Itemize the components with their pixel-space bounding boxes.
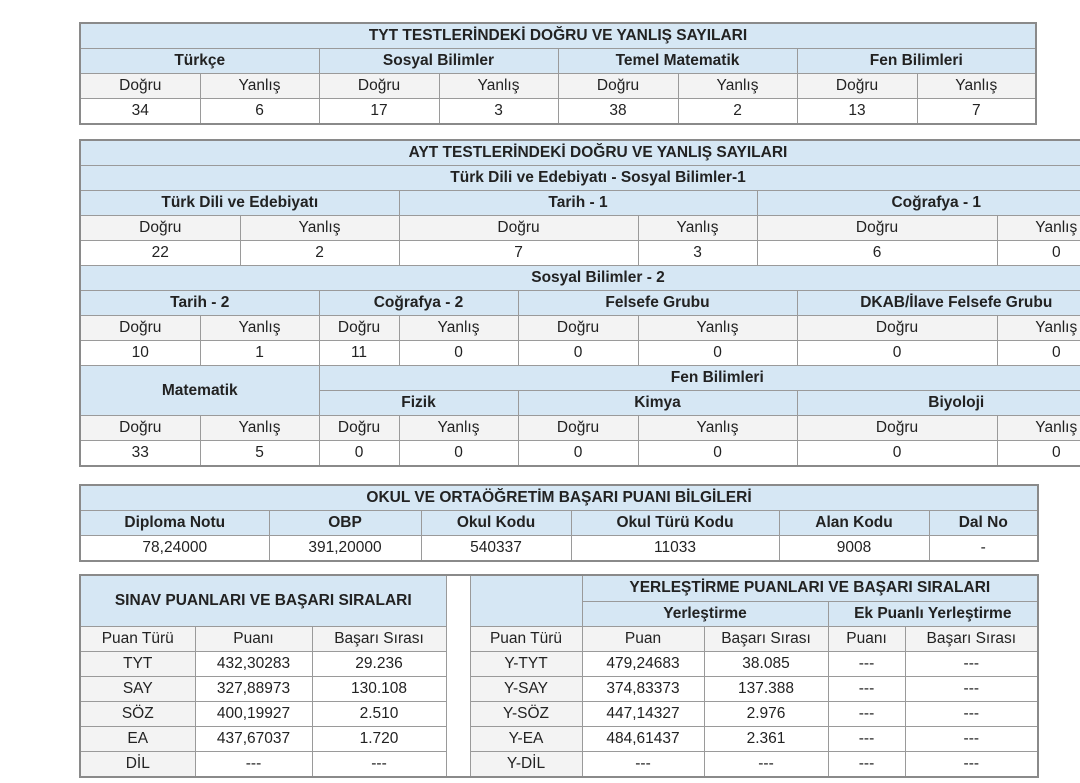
label-dogru: Doğru: [797, 416, 997, 441]
yer-row-score: 479,24683: [582, 652, 704, 677]
tyt-value: 2: [678, 99, 797, 125]
tyt-title: TYT TESTLERİNDEKİ DOĞRU VE YANLIŞ SAYILARI: [80, 23, 1036, 49]
tyt-value: 3: [439, 99, 558, 125]
okul-value: 9008: [779, 536, 929, 562]
yer-row-rank: 2.361: [704, 727, 828, 752]
ek-row-rank: ---: [905, 677, 1038, 702]
ek-row-score: ---: [828, 727, 905, 752]
ek-row-score: ---: [828, 677, 905, 702]
sinav-row-type: EA: [80, 727, 195, 752]
ayt-value: 6: [757, 241, 997, 266]
ayt-value: 7: [399, 241, 638, 266]
okul-value: 78,24000: [80, 536, 269, 562]
ayt-value: 11: [319, 341, 399, 366]
okul-value: 391,20000: [269, 536, 421, 562]
sinav-row-type: SÖZ: [80, 702, 195, 727]
sinav-row-score: 327,88973: [195, 677, 312, 702]
label-yanlis: Yanlış: [997, 216, 1080, 241]
ayt-value: 2: [240, 241, 399, 266]
sinav-row-score: ---: [195, 752, 312, 778]
ayt-subject-cografya2: Coğrafya - 2: [319, 291, 518, 316]
yer-col-puan: Puan: [582, 627, 704, 652]
ayt-value: 0: [997, 341, 1080, 366]
okul-value: 11033: [571, 536, 779, 562]
okul-title: OKUL VE ORTAÖĞRETİM BAŞARI PUANI BİLGİLERİ: [80, 485, 1038, 511]
ayt-value: 0: [997, 241, 1080, 266]
sinav-col-puan-turu: Puan Türü: [80, 627, 195, 652]
label-dogru: Doğru: [80, 74, 200, 99]
label-dogru: Doğru: [399, 216, 638, 241]
label-dogru: Doğru: [319, 416, 399, 441]
sinav-row-rank: 1.720: [312, 727, 446, 752]
ayt-group2-title: Sosyal Bilimler - 2: [80, 266, 1080, 291]
ayt-subject-kimya: Kimya: [518, 391, 797, 416]
label-dogru: Doğru: [797, 316, 997, 341]
label-dogru: Doğru: [80, 216, 240, 241]
ayt-value: 0: [319, 441, 399, 467]
header-okul-kodu: Okul Kodu: [421, 511, 571, 536]
tyt-table: [79, 22, 1037, 125]
ayt-group1-title: Türk Dili ve Edebiyatı - Sosyal Bilimler-1: [80, 166, 1080, 191]
sinav-row-score: 400,19927: [195, 702, 312, 727]
header-alan-kodu: Alan Kodu: [779, 511, 929, 536]
ayt-value: 0: [518, 341, 638, 366]
yer-col-basari-sirasi: Başarı Sırası: [704, 627, 828, 652]
sinav-row-type: TYT: [80, 652, 195, 677]
ayt-subject-fizik: Fizik: [319, 391, 518, 416]
ayt-value: 0: [797, 341, 997, 366]
yer-row-score: ---: [582, 752, 704, 778]
table-gap: [446, 752, 470, 778]
puan-table: [79, 574, 1039, 778]
ek-row-rank: ---: [905, 652, 1038, 677]
sinav-col-puani: Puanı: [195, 627, 312, 652]
label-dogru: Doğru: [518, 316, 638, 341]
ayt-value: 0: [638, 441, 797, 467]
label-yanlis: Yanlış: [638, 416, 797, 441]
ayt-value: 10: [80, 341, 200, 366]
ayt-value: 33: [80, 441, 200, 467]
yer-row-score: 374,83373: [582, 677, 704, 702]
ayt-subject-dkab: DKAB/İlave Felsefe Grubu: [797, 291, 1080, 316]
label-yanlis: Yanlış: [399, 416, 518, 441]
label-dogru: Doğru: [319, 74, 439, 99]
ayt-subject-felsefe: Felsefe Grubu: [518, 291, 797, 316]
yer-row-type: Y-TYT: [470, 652, 582, 677]
table-gap: [446, 575, 470, 752]
label-dogru: Doğru: [518, 416, 638, 441]
ek-puanli-sub-title: Ek Puanlı Yerleştirme: [828, 601, 1038, 627]
label-yanlis: Yanlış: [200, 416, 319, 441]
label-dogru: Doğru: [80, 416, 200, 441]
yer-row-rank: ---: [704, 752, 828, 778]
yer-col-puan-turu: Puan Türü: [470, 627, 582, 652]
yer-row-type: Y-SAY: [470, 677, 582, 702]
yer-row-score: 484,61437: [582, 727, 704, 752]
ayt-fen-title: Fen Bilimleri: [319, 366, 1080, 391]
label-yanlis: Yanlış: [638, 216, 757, 241]
ayt-value: 0: [518, 441, 638, 467]
tyt-subject-sosyal: Sosyal Bilimler: [319, 49, 558, 74]
tyt-value: 38: [558, 99, 678, 125]
tyt-subject-fen: Fen Bilimleri: [797, 49, 1036, 74]
tyt-value: 17: [319, 99, 439, 125]
ek-col-puani: Puanı: [828, 627, 905, 652]
yer-row-type: Y-DİL: [470, 752, 582, 778]
ayt-matematik-title: Matematik: [80, 366, 319, 416]
tyt-value: 7: [917, 99, 1036, 125]
yer-row-type: Y-EA: [470, 727, 582, 752]
okul-value: 540337: [421, 536, 571, 562]
yerlestirme-title: YERLEŞTİRME PUANLARI VE BAŞARI SIRALARI: [582, 575, 1038, 601]
yer-row-rank: 38.085: [704, 652, 828, 677]
sinav-title: SINAV PUANLARI VE BAŞARI SIRALARI: [80, 575, 446, 627]
ayt-value: 0: [797, 441, 997, 467]
yer-row-rank: 2.976: [704, 702, 828, 727]
label-yanlis: Yanlış: [638, 316, 797, 341]
label-dogru: Doğru: [80, 316, 200, 341]
ayt-subject-tarih2: Tarih - 2: [80, 291, 319, 316]
label-dogru: Doğru: [797, 74, 917, 99]
label-yanlis: Yanlış: [399, 316, 518, 341]
ek-row-score: ---: [828, 702, 905, 727]
ayt-value: 0: [399, 441, 518, 467]
ayt-value: 3: [638, 241, 757, 266]
label-yanlis: Yanlış: [997, 416, 1080, 441]
sinav-row-type: DİL: [80, 752, 195, 778]
yerlestirme-corner: [470, 575, 582, 627]
yerlestirme-sub-title: Yerleştirme: [582, 601, 828, 627]
header-dal-no: Dal No: [929, 511, 1038, 536]
ek-col-basari-sirasi: Başarı Sırası: [905, 627, 1038, 652]
okul-value: -: [929, 536, 1038, 562]
sinav-row-type: SAY: [80, 677, 195, 702]
label-yanlis: Yanlış: [917, 74, 1036, 99]
ayt-subject-edebiyat: Türk Dili ve Edebiyatı: [80, 191, 399, 216]
ayt-title: AYT TESTLERİNDEKİ DOĞRU VE YANLIŞ SAYILARI: [80, 140, 1080, 166]
sinav-row-score: 432,30283: [195, 652, 312, 677]
label-dogru: Doğru: [757, 216, 997, 241]
ek-row-rank: ---: [905, 727, 1038, 752]
ayt-value: 0: [997, 441, 1080, 467]
ayt-subject-tarih1: Tarih - 1: [399, 191, 757, 216]
label-dogru: Doğru: [319, 316, 399, 341]
sinav-row-rank: 29.236: [312, 652, 446, 677]
ayt-subject-biyoloji: Biyoloji: [797, 391, 1080, 416]
header-okul-turu-kodu: Okul Türü Kodu: [571, 511, 779, 536]
ayt-value: 0: [638, 341, 797, 366]
ayt-subject-cografya1: Coğrafya - 1: [757, 191, 1080, 216]
tyt-value: 13: [797, 99, 917, 125]
tyt-subject-turkce: Türkçe: [80, 49, 319, 74]
ayt-value: 22: [80, 241, 240, 266]
tyt-value: 6: [200, 99, 319, 125]
label-yanlis: Yanlış: [200, 74, 319, 99]
sinav-row-rank: 130.108: [312, 677, 446, 702]
sinav-row-rank: ---: [312, 752, 446, 778]
ayt-table: [79, 139, 1080, 467]
okul-table: [79, 484, 1039, 562]
label-yanlis: Yanlış: [997, 316, 1080, 341]
ayt-value: 0: [399, 341, 518, 366]
ek-row-score: ---: [828, 652, 905, 677]
ayt-value: 1: [200, 341, 319, 366]
ek-row-rank: ---: [905, 752, 1038, 778]
sinav-row-score: 437,67037: [195, 727, 312, 752]
label-yanlis: Yanlış: [439, 74, 558, 99]
yer-row-score: 447,14327: [582, 702, 704, 727]
sinav-row-rank: 2.510: [312, 702, 446, 727]
sinav-col-basari-sirasi: Başarı Sırası: [312, 627, 446, 652]
header-obp: OBP: [269, 511, 421, 536]
tyt-subject-matematik: Temel Matematik: [558, 49, 797, 74]
ek-row-rank: ---: [905, 702, 1038, 727]
label-yanlis: Yanlış: [240, 216, 399, 241]
label-yanlis: Yanlış: [200, 316, 319, 341]
yer-row-type: Y-SÖZ: [470, 702, 582, 727]
label-dogru: Doğru: [558, 74, 678, 99]
yer-row-rank: 137.388: [704, 677, 828, 702]
ek-row-score: ---: [828, 752, 905, 778]
label-yanlis: Yanlış: [678, 74, 797, 99]
tyt-value: 34: [80, 99, 200, 125]
header-diploma-notu: Diploma Notu: [80, 511, 269, 536]
ayt-value: 5: [200, 441, 319, 467]
